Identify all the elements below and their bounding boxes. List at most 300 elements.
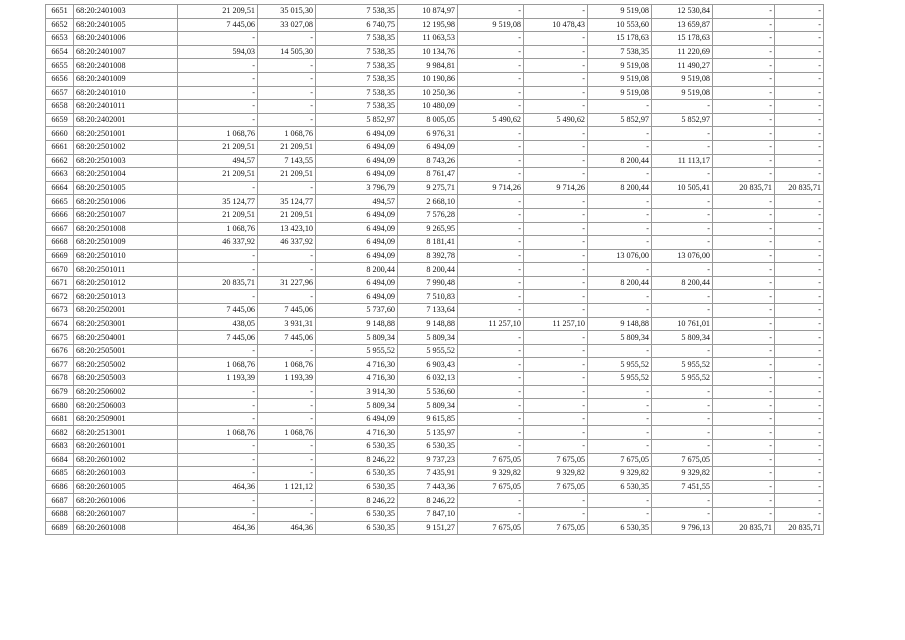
value-cell: - <box>775 412 824 426</box>
value-cell: - <box>458 507 524 521</box>
value-cell: - <box>458 494 524 508</box>
row-number-cell: 6670 <box>46 263 74 277</box>
cadastral-code-cell: 68:20:2506003 <box>74 399 178 413</box>
value-cell: 9 519,08 <box>652 72 713 86</box>
value-cell: 11 220,69 <box>652 45 713 59</box>
value-cell: - <box>775 276 824 290</box>
value-cell: 1 193,39 <box>258 372 316 386</box>
value-cell: 5 809,34 <box>398 399 458 413</box>
value-cell: 464,36 <box>258 521 316 535</box>
value-cell: - <box>775 113 824 127</box>
value-cell: 15 178,63 <box>652 32 713 46</box>
value-cell: - <box>775 317 824 331</box>
value-cell: - <box>775 385 824 399</box>
value-cell: 12 195,98 <box>398 18 458 32</box>
value-cell: 1 193,39 <box>178 372 258 386</box>
row-number-cell: 6680 <box>46 399 74 413</box>
value-cell: - <box>588 440 652 454</box>
value-cell: 4 716,30 <box>316 426 398 440</box>
value-cell: 6 494,09 <box>316 236 398 250</box>
cadastral-code-cell: 68:20:2501005 <box>74 181 178 195</box>
value-cell: 10 478,43 <box>524 18 588 32</box>
value-cell: - <box>775 195 824 209</box>
value-cell: 7 675,05 <box>458 480 524 494</box>
value-cell: - <box>458 45 524 59</box>
value-cell: 7 990,48 <box>398 276 458 290</box>
value-cell: 9 519,08 <box>458 18 524 32</box>
value-cell: 6 530,35 <box>316 521 398 535</box>
table-row <box>46 358 824 372</box>
table-row <box>46 453 824 467</box>
value-cell: 8 181,41 <box>398 236 458 250</box>
cadastral-code-cell: 68:20:2501011 <box>74 263 178 277</box>
cadastral-code-cell: 68:20:2502001 <box>74 304 178 318</box>
value-cell: - <box>713 467 775 481</box>
value-cell: 11 257,10 <box>458 317 524 331</box>
value-cell: - <box>178 263 258 277</box>
table-row <box>46 399 824 413</box>
value-cell: 9 519,08 <box>588 72 652 86</box>
value-cell: - <box>458 222 524 236</box>
row-number-cell: 6663 <box>46 168 74 182</box>
row-number-cell: 6660 <box>46 127 74 141</box>
value-cell: 9 519,08 <box>588 5 652 19</box>
row-number-cell: 6676 <box>46 344 74 358</box>
cadastral-code-cell: 68:20:2401011 <box>74 100 178 114</box>
value-cell: 9 148,88 <box>588 317 652 331</box>
value-cell: 1 068,76 <box>258 127 316 141</box>
value-cell: 7 443,36 <box>398 480 458 494</box>
value-cell: 7 675,05 <box>524 521 588 535</box>
value-cell: - <box>524 5 588 19</box>
value-cell: 9 275,71 <box>398 181 458 195</box>
value-cell: - <box>458 344 524 358</box>
value-cell: - <box>588 412 652 426</box>
cadastral-code-cell: 68:20:2601008 <box>74 521 178 535</box>
value-cell: 464,36 <box>178 521 258 535</box>
cadastral-code-cell: 68:20:2401009 <box>74 72 178 86</box>
value-cell: - <box>652 290 713 304</box>
cadastral-code-cell: 68:20:2504001 <box>74 331 178 345</box>
value-cell: - <box>775 32 824 46</box>
value-cell: - <box>652 140 713 154</box>
value-cell: - <box>258 249 316 263</box>
value-cell: 6 530,35 <box>316 440 398 454</box>
value-cell: - <box>713 208 775 222</box>
value-cell: - <box>713 113 775 127</box>
value-cell: 10 190,86 <box>398 72 458 86</box>
value-cell: - <box>258 181 316 195</box>
table-row <box>46 304 824 318</box>
value-cell: - <box>713 100 775 114</box>
value-cell: 13 076,00 <box>652 249 713 263</box>
value-cell: - <box>775 208 824 222</box>
row-number-cell: 6656 <box>46 72 74 86</box>
value-cell: - <box>458 86 524 100</box>
value-cell: - <box>458 127 524 141</box>
value-cell: - <box>458 59 524 73</box>
value-cell: - <box>258 467 316 481</box>
value-cell: - <box>524 426 588 440</box>
value-cell: - <box>713 385 775 399</box>
value-cell: 9 714,26 <box>458 181 524 195</box>
table-row <box>46 344 824 358</box>
value-cell: - <box>588 100 652 114</box>
value-cell: 10 480,09 <box>398 100 458 114</box>
value-cell: 7 445,06 <box>178 331 258 345</box>
value-cell: - <box>524 195 588 209</box>
value-cell: 1 068,76 <box>178 127 258 141</box>
value-cell: 9 519,08 <box>588 86 652 100</box>
table-row <box>46 440 824 454</box>
cadastral-code-cell: 68:20:2513001 <box>74 426 178 440</box>
value-cell: - <box>652 236 713 250</box>
value-cell: - <box>713 358 775 372</box>
value-cell: - <box>588 168 652 182</box>
value-cell: 8 761,47 <box>398 168 458 182</box>
value-cell: - <box>652 263 713 277</box>
value-cell: - <box>258 100 316 114</box>
value-cell: - <box>713 154 775 168</box>
value-cell: 9 737,23 <box>398 453 458 467</box>
value-cell: 7 133,64 <box>398 304 458 318</box>
value-cell: 5 737,60 <box>316 304 398 318</box>
value-cell: - <box>178 181 258 195</box>
row-number-cell: 6683 <box>46 440 74 454</box>
value-cell: 9 148,88 <box>316 317 398 331</box>
row-number-cell: 6678 <box>46 372 74 386</box>
value-cell: 7 538,35 <box>316 45 398 59</box>
value-cell: 20 835,71 <box>775 521 824 535</box>
value-cell: 11 490,27 <box>652 59 713 73</box>
value-cell: 7 143,55 <box>258 154 316 168</box>
cadastral-code-cell: 68:20:2509001 <box>74 412 178 426</box>
cadastral-code-cell: 68:20:2501013 <box>74 290 178 304</box>
value-cell: 9 714,26 <box>524 181 588 195</box>
value-cell: 6 740,75 <box>316 18 398 32</box>
value-cell: 6 530,35 <box>588 521 652 535</box>
value-cell: 6 494,09 <box>316 127 398 141</box>
value-cell: 5 809,34 <box>588 331 652 345</box>
value-cell: 20 835,71 <box>178 276 258 290</box>
cadastral-code-cell: 68:20:2501008 <box>74 222 178 236</box>
value-cell: - <box>652 222 713 236</box>
value-cell: - <box>775 72 824 86</box>
value-cell: - <box>588 290 652 304</box>
value-cell: 8 005,05 <box>398 113 458 127</box>
value-cell: - <box>652 304 713 318</box>
value-cell: - <box>775 86 824 100</box>
value-cell: - <box>775 263 824 277</box>
value-cell: 6 494,09 <box>398 140 458 154</box>
value-cell: 6 494,09 <box>316 222 398 236</box>
value-cell: 7 538,35 <box>316 59 398 73</box>
value-cell: 7 538,35 <box>316 5 398 19</box>
value-cell: 10 250,36 <box>398 86 458 100</box>
value-cell: - <box>524 399 588 413</box>
value-cell: - <box>713 507 775 521</box>
value-cell: 5 809,34 <box>652 331 713 345</box>
value-cell: - <box>652 412 713 426</box>
row-number-cell: 6679 <box>46 385 74 399</box>
value-cell: - <box>775 399 824 413</box>
value-cell: 6 530,35 <box>316 467 398 481</box>
row-number-cell: 6657 <box>46 86 74 100</box>
row-number-cell: 6686 <box>46 480 74 494</box>
value-cell: - <box>588 208 652 222</box>
value-cell: 11 063,53 <box>398 32 458 46</box>
value-cell: - <box>178 290 258 304</box>
value-cell: - <box>458 236 524 250</box>
table-row <box>46 32 824 46</box>
value-cell: - <box>588 236 652 250</box>
row-number-cell: 6662 <box>46 154 74 168</box>
value-cell: - <box>713 32 775 46</box>
value-cell: - <box>713 412 775 426</box>
value-cell: - <box>258 494 316 508</box>
row-number-cell: 6674 <box>46 317 74 331</box>
value-cell: 5 852,97 <box>652 113 713 127</box>
row-number-cell: 6682 <box>46 426 74 440</box>
value-cell: 5 809,34 <box>398 331 458 345</box>
value-cell: - <box>713 453 775 467</box>
value-cell: - <box>524 358 588 372</box>
value-cell: - <box>458 440 524 454</box>
value-cell: - <box>524 331 588 345</box>
value-cell: 1 068,76 <box>178 358 258 372</box>
value-cell: - <box>652 344 713 358</box>
value-cell: - <box>178 494 258 508</box>
value-cell: - <box>713 263 775 277</box>
value-cell: - <box>713 344 775 358</box>
value-cell: - <box>524 32 588 46</box>
value-cell: 10 761,01 <box>652 317 713 331</box>
table-row <box>46 5 824 19</box>
value-cell: 8 200,44 <box>588 154 652 168</box>
value-cell: - <box>775 100 824 114</box>
row-number-cell: 6688 <box>46 507 74 521</box>
value-cell: - <box>588 399 652 413</box>
value-cell: 594,03 <box>178 45 258 59</box>
table-row <box>46 18 824 32</box>
value-cell: - <box>178 72 258 86</box>
value-cell: 11 113,17 <box>652 154 713 168</box>
value-cell: 10 553,60 <box>588 18 652 32</box>
value-cell: 6 530,35 <box>316 507 398 521</box>
value-cell: 46 337,92 <box>178 236 258 250</box>
table-row <box>46 521 824 535</box>
value-cell: 1 068,76 <box>178 426 258 440</box>
value-cell: 3 796,79 <box>316 181 398 195</box>
value-cell: - <box>713 127 775 141</box>
table-row <box>46 59 824 73</box>
value-cell: 10 874,97 <box>398 5 458 19</box>
value-cell: 6 494,09 <box>316 168 398 182</box>
value-cell: - <box>775 154 824 168</box>
value-cell: - <box>258 412 316 426</box>
value-cell: - <box>652 426 713 440</box>
value-cell: - <box>524 304 588 318</box>
row-number-cell: 6667 <box>46 222 74 236</box>
value-cell: - <box>775 480 824 494</box>
value-cell: 8 392,78 <box>398 249 458 263</box>
table-row <box>46 385 824 399</box>
value-cell: - <box>713 18 775 32</box>
row-number-cell: 6671 <box>46 276 74 290</box>
value-cell: - <box>524 412 588 426</box>
value-cell: 9 329,82 <box>524 467 588 481</box>
row-number-cell: 6653 <box>46 32 74 46</box>
cadastral-code-cell: 68:20:2601001 <box>74 440 178 454</box>
value-cell: - <box>458 72 524 86</box>
value-cell: 8 200,44 <box>588 181 652 195</box>
value-cell: 1 068,76 <box>178 222 258 236</box>
row-number-cell: 6684 <box>46 453 74 467</box>
table-row <box>46 222 824 236</box>
value-cell: 35 124,77 <box>258 195 316 209</box>
value-cell: - <box>713 195 775 209</box>
value-cell: 8 246,22 <box>398 494 458 508</box>
value-cell: 2 668,10 <box>398 195 458 209</box>
value-cell: 8 246,22 <box>316 453 398 467</box>
value-cell: - <box>652 100 713 114</box>
value-cell: 46 337,92 <box>258 236 316 250</box>
value-cell: - <box>258 113 316 127</box>
value-cell: 7 675,05 <box>588 453 652 467</box>
value-cell: 6 494,09 <box>316 276 398 290</box>
row-number-cell: 6687 <box>46 494 74 508</box>
value-cell: - <box>713 480 775 494</box>
value-cell: - <box>713 331 775 345</box>
table-row <box>46 140 824 154</box>
row-number-cell: 6668 <box>46 236 74 250</box>
cadastral-code-cell: 68:20:2503001 <box>74 317 178 331</box>
table-row <box>46 195 824 209</box>
cadastral-code-cell: 68:20:2501002 <box>74 140 178 154</box>
value-cell: - <box>524 72 588 86</box>
value-cell: 9 329,82 <box>652 467 713 481</box>
value-cell: 7 675,05 <box>652 453 713 467</box>
value-cell: 9 519,08 <box>652 86 713 100</box>
value-cell: - <box>713 372 775 386</box>
value-cell: - <box>458 372 524 386</box>
table-row <box>46 426 824 440</box>
cadastral-code-cell: 68:20:2601005 <box>74 480 178 494</box>
value-cell: 5 955,52 <box>652 372 713 386</box>
value-cell: 8 743,26 <box>398 154 458 168</box>
value-cell: 9 329,82 <box>588 467 652 481</box>
value-cell: 438,05 <box>178 317 258 331</box>
value-cell: - <box>775 168 824 182</box>
value-cell: 20 835,71 <box>713 521 775 535</box>
value-cell: 7 675,05 <box>524 480 588 494</box>
value-cell: - <box>258 263 316 277</box>
value-cell: - <box>713 440 775 454</box>
value-cell: - <box>775 127 824 141</box>
value-cell: 5 490,62 <box>458 113 524 127</box>
value-cell: - <box>178 412 258 426</box>
value-cell: - <box>258 385 316 399</box>
value-cell: 7 538,35 <box>588 45 652 59</box>
value-cell: - <box>652 494 713 508</box>
value-cell: - <box>258 32 316 46</box>
value-cell: - <box>588 344 652 358</box>
value-cell: 9 151,27 <box>398 521 458 535</box>
value-cell: 6 494,09 <box>316 140 398 154</box>
value-cell: - <box>178 32 258 46</box>
value-cell: - <box>458 276 524 290</box>
value-cell: - <box>524 385 588 399</box>
row-number-cell: 6677 <box>46 358 74 372</box>
value-cell: 6 530,35 <box>588 480 652 494</box>
value-cell: 4 716,30 <box>316 358 398 372</box>
value-cell: - <box>458 208 524 222</box>
value-cell: - <box>652 168 713 182</box>
cadastral-code-cell: 68:20:2506002 <box>74 385 178 399</box>
table-row <box>46 100 824 114</box>
table-row <box>46 372 824 386</box>
value-cell: 6 494,09 <box>316 154 398 168</box>
value-cell: 5 955,52 <box>398 344 458 358</box>
value-cell: 5 809,34 <box>316 399 398 413</box>
value-cell: - <box>458 290 524 304</box>
row-number-cell: 6655 <box>46 59 74 73</box>
value-cell: - <box>524 140 588 154</box>
table-row <box>46 86 824 100</box>
value-cell: - <box>258 440 316 454</box>
value-cell: - <box>258 399 316 413</box>
value-cell: - <box>588 304 652 318</box>
value-cell: - <box>652 507 713 521</box>
value-cell: - <box>524 236 588 250</box>
value-cell: 8 246,22 <box>316 494 398 508</box>
value-cell: - <box>524 249 588 263</box>
table-row <box>46 181 824 195</box>
row-number-cell: 6658 <box>46 100 74 114</box>
value-cell: 6 903,43 <box>398 358 458 372</box>
value-cell: - <box>178 467 258 481</box>
table-row <box>46 208 824 222</box>
value-cell: - <box>775 222 824 236</box>
value-cell: - <box>178 113 258 127</box>
value-cell: 21 209,51 <box>258 140 316 154</box>
value-cell: - <box>524 59 588 73</box>
value-cell: - <box>258 344 316 358</box>
cadastral-code-cell: 68:20:2601007 <box>74 507 178 521</box>
value-cell: - <box>258 86 316 100</box>
cadastral-code-cell: 68:20:2505003 <box>74 372 178 386</box>
value-cell: - <box>458 331 524 345</box>
value-cell: - <box>258 507 316 521</box>
value-cell: 9 148,88 <box>398 317 458 331</box>
value-cell: 8 200,44 <box>398 263 458 277</box>
value-cell: - <box>713 426 775 440</box>
value-cell: - <box>775 59 824 73</box>
value-cell: - <box>713 45 775 59</box>
value-cell: - <box>524 344 588 358</box>
value-cell: 6 494,09 <box>316 290 398 304</box>
value-cell: - <box>458 426 524 440</box>
value-cell: - <box>588 263 652 277</box>
value-cell: - <box>524 208 588 222</box>
value-cell: 21 209,51 <box>178 5 258 19</box>
cadastral-code-cell: 68:20:2601002 <box>74 453 178 467</box>
value-cell: - <box>652 399 713 413</box>
value-cell: 6 494,09 <box>316 208 398 222</box>
value-cell: - <box>258 290 316 304</box>
table-row <box>46 45 824 59</box>
value-cell: - <box>178 385 258 399</box>
